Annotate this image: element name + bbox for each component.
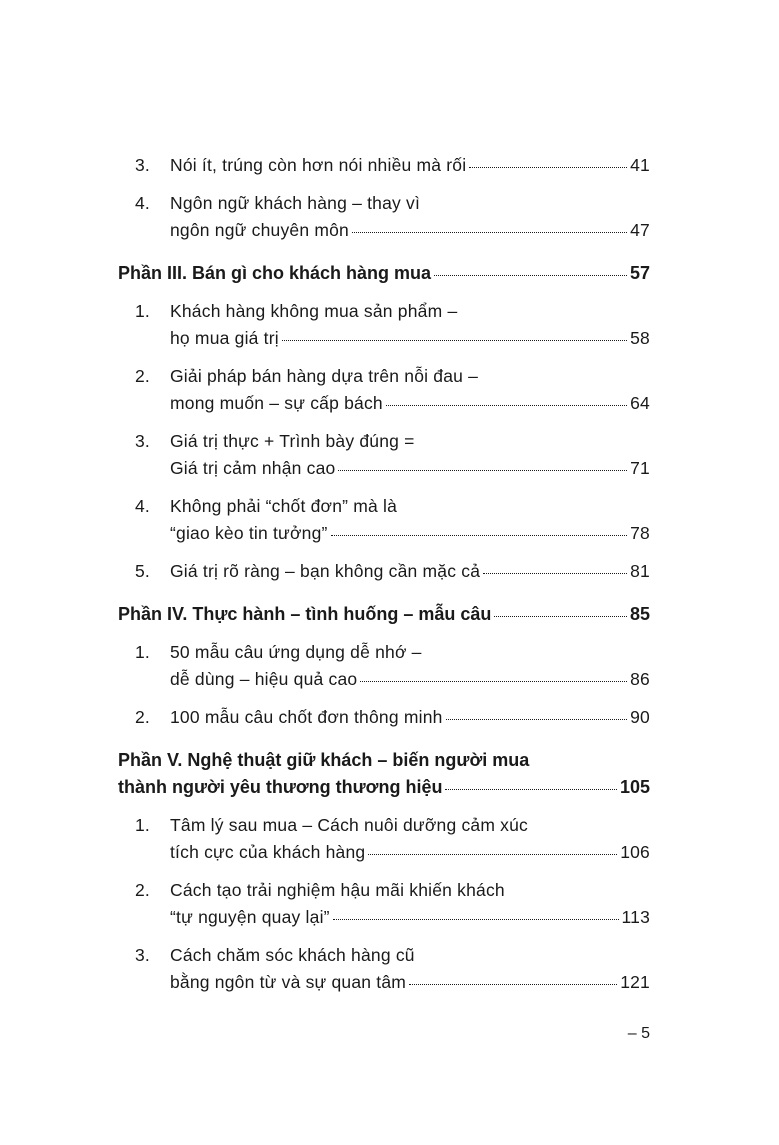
entry-page-number: 85 bbox=[629, 604, 650, 624]
entry-title-text: Phần V. Nghệ thuật giữ khách – biến người mua bbox=[118, 750, 530, 770]
dot-leader bbox=[338, 469, 627, 471]
dot-leader bbox=[386, 404, 627, 406]
entry-title-text: “tự nguyện quay lại” bbox=[170, 907, 330, 927]
entry-title-text: Khách hàng không mua sản phẩm – bbox=[170, 301, 458, 321]
dot-leader bbox=[434, 274, 627, 276]
entry-body bbox=[170, 428, 650, 482]
entry-body bbox=[170, 190, 650, 244]
entry-page-number: 121 bbox=[620, 972, 650, 992]
entry-title-text: tích cực của khách hàng bbox=[170, 842, 366, 862]
entry-page-number: 78 bbox=[630, 523, 650, 543]
toc-part-heading bbox=[118, 601, 650, 628]
entry-line bbox=[170, 390, 650, 417]
entry-line bbox=[170, 904, 650, 931]
entry-number: 1. bbox=[135, 815, 150, 835]
entry-line bbox=[170, 428, 650, 455]
toc-entry bbox=[118, 428, 650, 482]
entry-line bbox=[170, 363, 650, 390]
entry-title-text: thành người yêu thương thương hiệu bbox=[118, 777, 443, 797]
dot-leader bbox=[409, 983, 617, 985]
entry-line bbox=[118, 774, 650, 801]
entry-title-text: Phần IV. Thực hành – tình huống – mẫu câu bbox=[118, 604, 492, 624]
entry-title-text: Phần III. Bán gì cho khách hàng mua bbox=[118, 263, 432, 283]
dot-leader bbox=[494, 615, 627, 617]
toc-entry bbox=[118, 877, 650, 931]
entry-line bbox=[170, 520, 650, 547]
entry-title-text: ngôn ngữ chuyên môn bbox=[170, 220, 349, 240]
entry-number: 3. bbox=[135, 155, 150, 175]
entry-number: 2. bbox=[135, 366, 150, 386]
toc-part-heading bbox=[118, 747, 650, 801]
toc-entry bbox=[118, 558, 650, 585]
entry-title-text: Giá trị rõ ràng – bạn không cần mặc cả bbox=[170, 561, 481, 581]
entry-body bbox=[170, 152, 650, 179]
toc-entry bbox=[118, 363, 650, 417]
toc-entry bbox=[118, 298, 650, 352]
entry-number: 2. bbox=[135, 880, 150, 900]
entry-body bbox=[170, 363, 650, 417]
entry-line bbox=[170, 839, 650, 866]
entry-number: 3. bbox=[135, 945, 150, 965]
entry-line bbox=[170, 455, 650, 482]
entry-title-text: dễ dùng – hiệu quả cao bbox=[170, 669, 358, 689]
entry-body bbox=[170, 704, 650, 731]
dot-leader bbox=[483, 572, 627, 574]
entry-title-text: mong muốn – sự cấp bách bbox=[170, 393, 383, 413]
entry-title-text: Nói ít, trúng còn hơn nói nhiều mà rối bbox=[170, 155, 467, 175]
entry-line bbox=[170, 298, 650, 325]
entry-page-number: 113 bbox=[621, 907, 650, 927]
entry-body bbox=[170, 558, 650, 585]
toc-entry bbox=[118, 812, 650, 866]
entry-body bbox=[170, 877, 650, 931]
entry-number: 4. bbox=[135, 193, 150, 213]
entry-title-text: “giao kèo tin tưởng” bbox=[170, 523, 328, 543]
dot-leader bbox=[331, 534, 628, 536]
toc-part-heading bbox=[118, 260, 650, 287]
entry-number: 5. bbox=[135, 561, 150, 581]
entry-title-text: Giá trị thực + Trình bày đúng = bbox=[170, 431, 415, 451]
entry-title-text: Tâm lý sau mua – Cách nuôi dưỡng cảm xúc bbox=[170, 815, 529, 835]
entry-number: 1. bbox=[135, 301, 150, 321]
entry-page-number: 86 bbox=[630, 669, 650, 689]
entry-title-text: Không phải “chốt đơn” mà là bbox=[170, 496, 398, 516]
dot-leader bbox=[445, 788, 616, 790]
entry-number: 4. bbox=[135, 496, 150, 516]
toc-entry bbox=[118, 493, 650, 547]
dot-leader bbox=[352, 231, 627, 233]
entry-body bbox=[170, 812, 650, 866]
dot-leader bbox=[446, 718, 628, 720]
entry-line bbox=[170, 217, 650, 244]
entry-line bbox=[170, 558, 650, 585]
entry-line bbox=[170, 877, 650, 904]
entry-line bbox=[170, 639, 650, 666]
toc-entry bbox=[118, 152, 650, 179]
entry-line bbox=[170, 666, 650, 693]
entry-title-text: Ngôn ngữ khách hàng – thay vì bbox=[170, 193, 421, 213]
entry-page-number: 81 bbox=[630, 561, 650, 581]
entry-title-text: 100 mẫu câu chốt đơn thông minh bbox=[170, 707, 443, 727]
entry-line bbox=[118, 601, 650, 628]
entry-page-number: 105 bbox=[619, 777, 650, 797]
entry-body bbox=[170, 298, 650, 352]
entry-page-number: 58 bbox=[630, 328, 650, 348]
toc-entry bbox=[118, 190, 650, 244]
entry-line bbox=[118, 747, 650, 774]
toc-entry bbox=[118, 639, 650, 693]
entry-number: 3. bbox=[135, 431, 150, 451]
entry-title-text: Cách tạo trải nghiệm hậu mãi khiến khách bbox=[170, 880, 505, 900]
entry-body bbox=[170, 942, 650, 996]
toc-entry bbox=[118, 942, 650, 996]
entry-line bbox=[170, 152, 650, 179]
entry-title-text: 50 mẫu câu ứng dụng dễ nhớ – bbox=[170, 642, 422, 662]
entry-page-number: 90 bbox=[630, 707, 650, 727]
entry-title-text: bằng ngôn từ và sự quan tâm bbox=[170, 972, 407, 992]
entry-title-text: Cách chăm sóc khách hàng cũ bbox=[170, 945, 415, 965]
table-of-contents bbox=[118, 152, 650, 1007]
entry-number: 2. bbox=[135, 707, 150, 727]
entry-page-number: 64 bbox=[630, 393, 650, 413]
entry-line bbox=[170, 493, 650, 520]
page-number: – 5 bbox=[627, 1025, 650, 1042]
entry-number: 1. bbox=[135, 642, 150, 662]
toc-entry bbox=[118, 704, 650, 731]
entry-line bbox=[170, 325, 650, 352]
entry-line bbox=[170, 190, 650, 217]
entry-line bbox=[170, 942, 650, 969]
entry-title-text: Giải pháp bán hàng dựa trên nỗi đau – bbox=[170, 366, 479, 386]
dot-leader bbox=[333, 918, 619, 920]
entry-line bbox=[170, 969, 650, 996]
dot-leader bbox=[469, 166, 627, 168]
entry-line bbox=[170, 704, 650, 731]
dot-leader bbox=[368, 853, 617, 855]
entry-page-number: 41 bbox=[630, 155, 650, 175]
entry-body bbox=[170, 639, 650, 693]
entry-title-text: họ mua giá trị bbox=[170, 328, 279, 348]
entry-page-number: 57 bbox=[629, 263, 650, 283]
entry-line bbox=[118, 260, 650, 287]
entry-body bbox=[170, 493, 650, 547]
entry-page-number: 106 bbox=[620, 842, 650, 862]
entry-title-text: Giá trị cảm nhận cao bbox=[170, 458, 336, 478]
entry-page-number: 71 bbox=[630, 458, 650, 478]
entry-line bbox=[170, 812, 650, 839]
dot-leader bbox=[360, 680, 627, 682]
entry-page-number: 47 bbox=[630, 220, 650, 240]
dot-leader bbox=[282, 339, 627, 341]
